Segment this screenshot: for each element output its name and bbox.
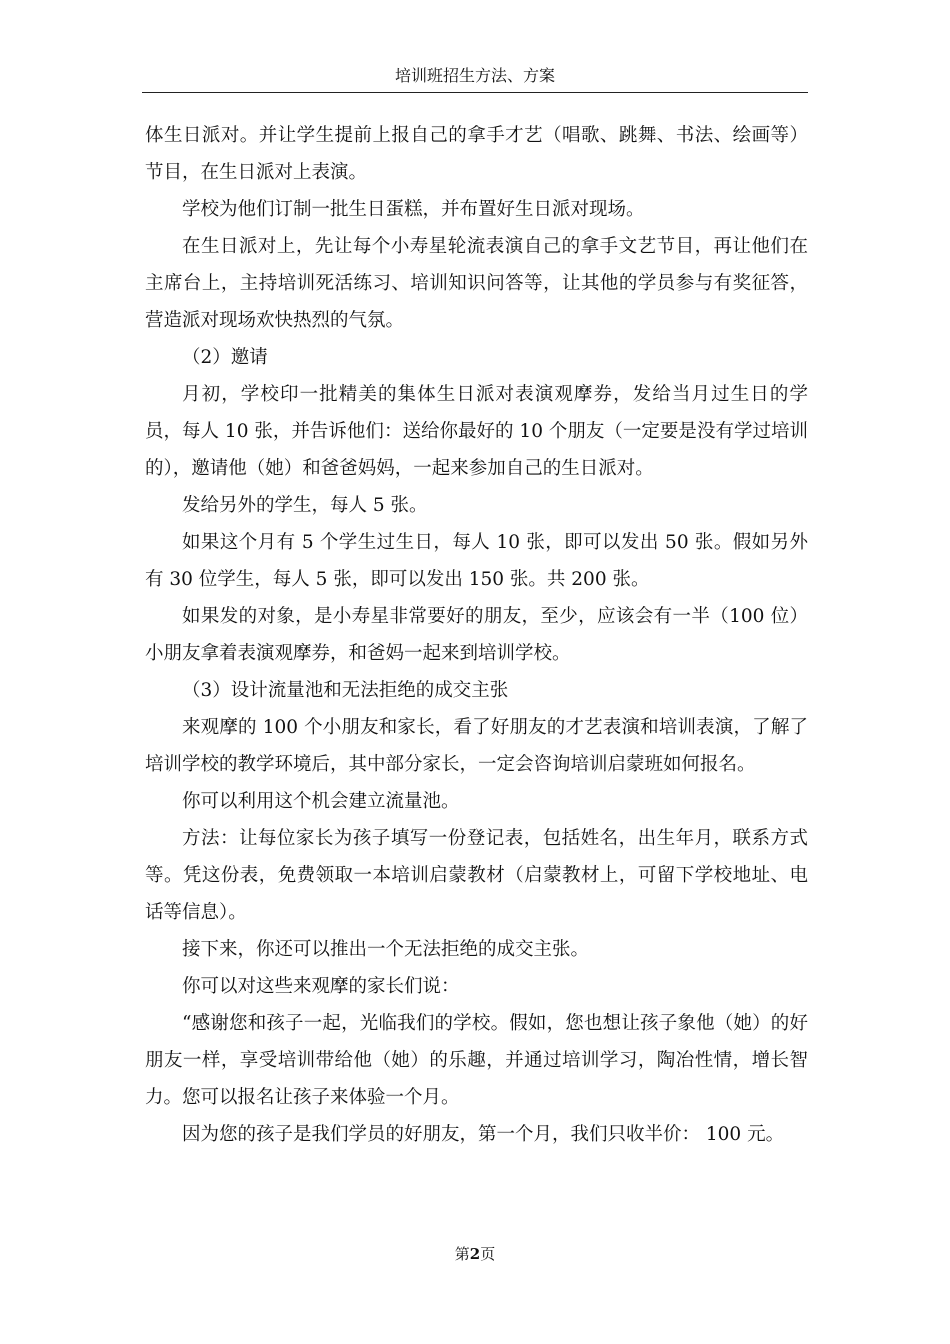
paragraph: 你可以对这些来观摩的家长们说： (182, 976, 460, 997)
paragraph: “感谢您和孩子一起，光临我们的学校。假如，您也想让孩子象他（她）的好朋友一样，享受培训带给他（她）的乐趣，并通过培训学习，陶冶性情，增长智力。您可以报名让孩子来体验一个月。 (145, 1013, 808, 1108)
paragraph: 在生日派对上，先让每个小寿星轮流表演自己的拿手文艺节目，再让他们在主席台上，主持培训死活练习、培训知识问答等，让其他的学员参与有奖征答，营造派对现场欢快热烈的气氛。 (145, 236, 808, 331)
paragraph: 如果发的对象，是小寿星非常要好的朋友，至少，应该会有一半（100 位）小朋友拿着表演观摩券，和爸妈一起来到培训学校。 (145, 606, 808, 664)
header-divider (142, 92, 808, 93)
page-number-value: 2 (469, 1245, 481, 1263)
page-number (0, 1243, 950, 1265)
page-suffix: 页 (480, 1245, 496, 1263)
paragraph: 体生日派对。并让学生提前上报自己的拿手才艺（唱歌、跳舞、书法、绘画等）节目，在生日派对上表演。 (145, 125, 808, 183)
paragraph: 你可以利用这个机会建立流量池。 (182, 791, 460, 812)
document-body (145, 117, 808, 1153)
paragraph: 发给另外的学生，每人 5 张。 (182, 495, 428, 516)
paragraph: 因为您的孩子是我们学员的好朋友，第一个月，我们只收半价： 100 元。 (182, 1124, 785, 1145)
paragraph: 如果这个月有 5 个学生过生日，每人 10 张，即可以发出 50 张。假如另外有 30 位学生，每人 5 张，即可以发出 150 张。共 200 张。 (145, 532, 808, 590)
page-prefix: 第 (454, 1245, 470, 1263)
document-title: 培训班招生方法、方案 (394, 66, 555, 85)
paragraph: 接下来，你还可以推出一个无法拒绝的成交主张。 (182, 939, 590, 960)
section-heading: （3）设计流量池和无法拒绝的成交主张 (182, 680, 509, 701)
section-heading: （2）邀请 (182, 347, 268, 368)
page-header (142, 62, 808, 92)
paragraph: 来观摩的 100 个小朋友和家长，看了好朋友的才艺表演和培训表演，了解了培训学校的教学环境后，其中部分家长，一定会咨询培训启蒙班如何报名。 (145, 717, 808, 775)
paragraph: 月初，学校印一批精美的集体生日派对表演观摩券，发给当月过生日的学员，每人 10 张，并告诉他们：送给你最好的 10 个朋友（一定要是没有学过培训的），邀请他（她）和爸爸妈妈，一起来参加自己的生日派对。 (145, 384, 808, 479)
paragraph: 方法：让每位家长为孩子填写一份登记表，包括姓名，出生年月，联系方式等。凭这份表，免费领取一本培训启蒙教材（启蒙教材上，可留下学校地址、电话等信息）。 (145, 828, 808, 923)
paragraph: 学校为他们订制一批生日蛋糕，并布置好生日派对现场。 (182, 199, 645, 220)
